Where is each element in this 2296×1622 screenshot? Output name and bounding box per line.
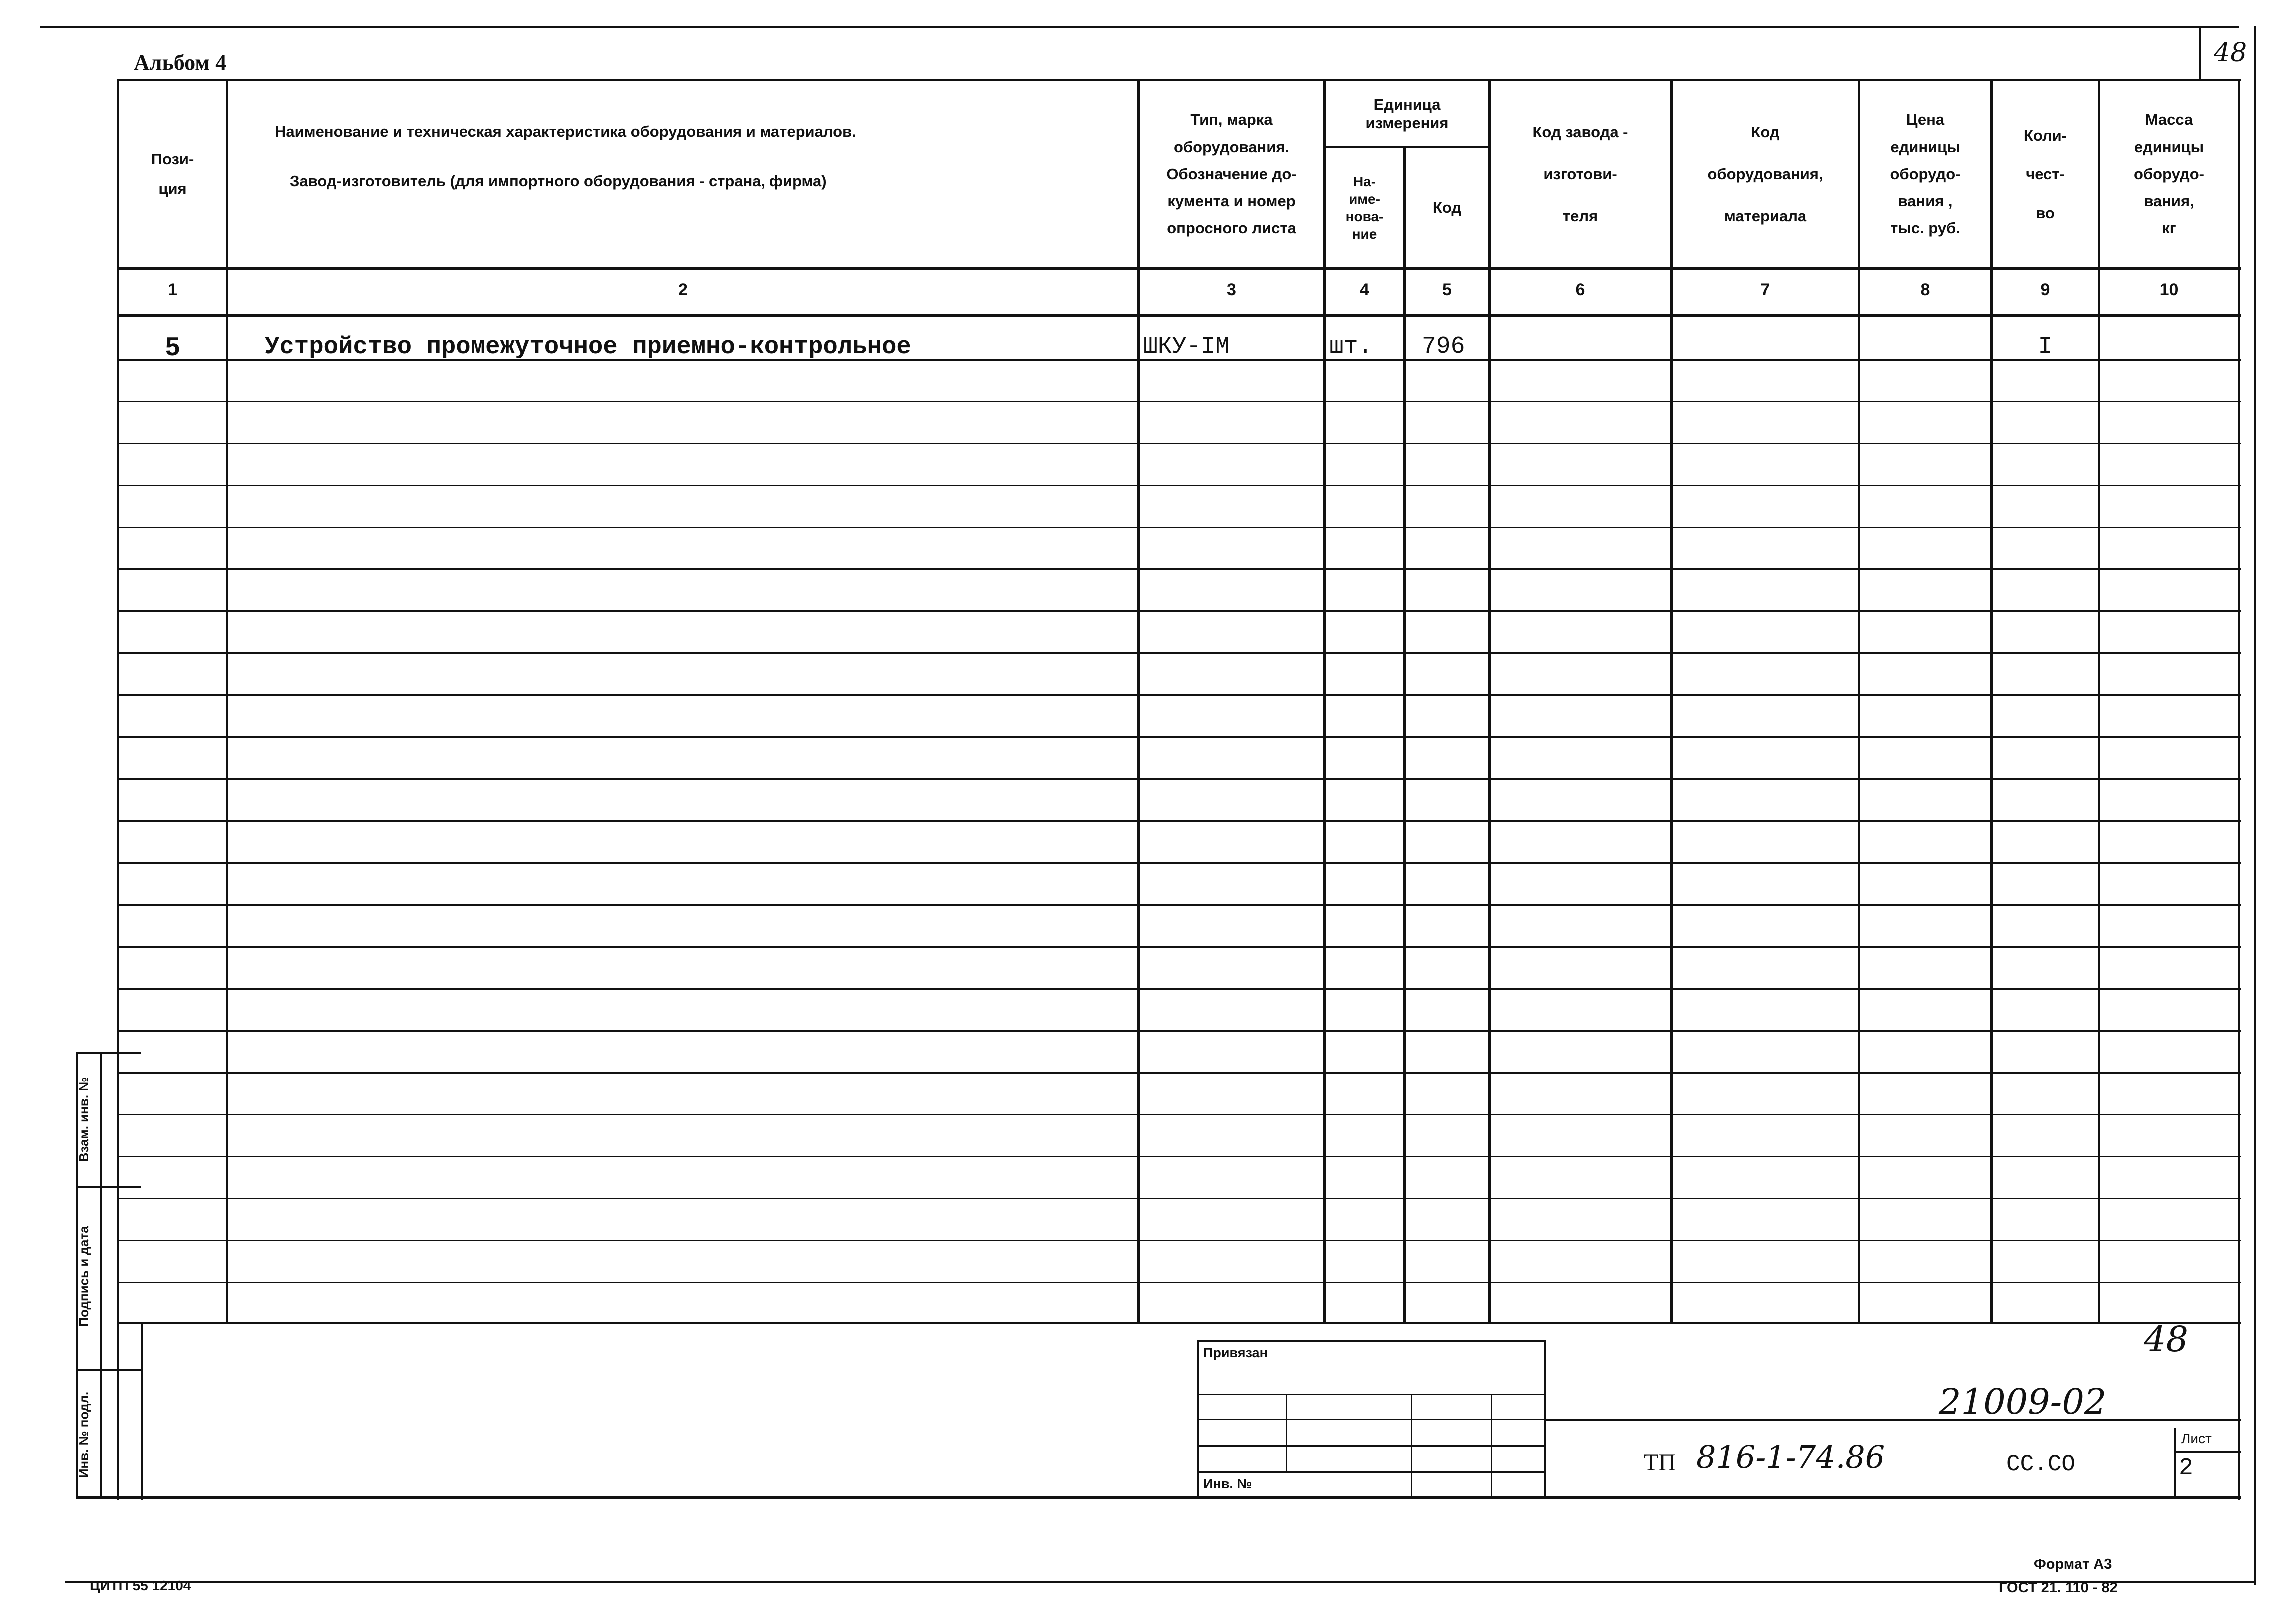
row-line — [117, 988, 2241, 990]
side-stamp-inner — [100, 1052, 102, 1499]
cell-name: Устройство промежуточное приемно-контрольное — [265, 333, 911, 361]
column-number: 7 — [1760, 280, 1770, 299]
footer-left-code: ЦИТП 55 12104 — [90, 1578, 191, 1593]
cell-position: 5 — [165, 332, 180, 361]
handwritten-page-number: 48 — [2144, 1319, 2189, 1360]
sheet-box-divider — [2174, 1451, 2241, 1453]
handwritten-code: 21009-02 — [1939, 1381, 2107, 1422]
header-position: Пози- ция — [151, 150, 194, 197]
row-line — [117, 862, 2241, 864]
row-line — [117, 1322, 2241, 1324]
header-type: Тип, марка оборудования. Обозначение до- кумента и номер опросного листа — [1166, 111, 1297, 237]
row-line — [117, 443, 2241, 444]
frame-left-lower — [141, 1324, 143, 1500]
row-line — [117, 736, 2241, 738]
column-number: 6 — [1575, 280, 1585, 299]
sheet-label: Лист — [2181, 1431, 2212, 1446]
row-line — [117, 401, 2241, 402]
stamp-row-line — [1197, 1471, 1546, 1473]
stamp-top — [1197, 1340, 1546, 1342]
stamp-row-line — [1197, 1394, 1546, 1395]
stamp-row-line — [1197, 1445, 1546, 1447]
row-line — [117, 1072, 2241, 1074]
side-inv-original: Инв. № подл. — [76, 1391, 91, 1478]
column-number: 9 — [2040, 280, 2050, 299]
row-line — [117, 1282, 2241, 1283]
row-line — [117, 1030, 2241, 1032]
col-divider-4 — [1403, 146, 1406, 1324]
sheet-number: 2 — [2179, 1455, 2193, 1482]
row-line — [117, 904, 2241, 906]
title-block-top — [1544, 1419, 2241, 1421]
cell-type: ШКУ-IM — [1143, 333, 1230, 360]
top-border — [40, 26, 2239, 28]
column-number: 8 — [1920, 280, 1930, 299]
column-number: 3 — [1227, 280, 1236, 299]
row-line — [117, 1114, 2241, 1115]
footer-gost: ГОСТ 21. 110 - 82 — [1999, 1580, 2118, 1596]
header-unit-name: На- име- нова- ние — [1345, 174, 1384, 242]
doc-prefix: ТП — [1644, 1449, 1676, 1476]
row-line — [117, 1198, 2241, 1199]
table-right — [2238, 79, 2240, 1500]
corner-box-left — [2199, 26, 2201, 81]
footer-format: Формат А3 — [2034, 1556, 2112, 1572]
header-quantity: Коли- чест- во — [2023, 126, 2067, 222]
row-line — [117, 1156, 2241, 1157]
header-equipment-code: Код оборудования, материала — [1707, 123, 1823, 225]
row-line — [117, 1240, 2241, 1241]
column-number: 2 — [678, 280, 688, 299]
column-number: 4 — [1360, 280, 1369, 299]
row-line — [117, 694, 2241, 696]
row-line — [117, 946, 2241, 948]
corner-page-number: 48 — [2214, 38, 2247, 68]
row-line — [117, 610, 2241, 612]
cell-unit: шт. — [1329, 333, 1373, 360]
header-price: Цена единицы оборудо- вания , тыс. руб. — [1890, 111, 1961, 237]
row-line — [117, 820, 2241, 822]
row-line — [117, 485, 2241, 486]
header-unit-code: Код — [1432, 198, 1462, 216]
row-line — [117, 652, 2241, 654]
colnum-bottom — [117, 314, 2241, 317]
header-unit-group: Единица измерения — [1365, 95, 1449, 132]
header-factory-code: Код завода - изготови- теля — [1532, 123, 1628, 225]
row-line — [117, 527, 2241, 528]
side-signature-date: Подпись и дата — [76, 1226, 91, 1327]
header-name: Наименование и техническая характеристика оборудования и материалов. Завод-изготовитель (для импортного оборудования - страна, фирма) — [275, 122, 856, 190]
right-border — [2254, 26, 2256, 1585]
stamp-col-line — [1286, 1394, 1287, 1471]
column-number: 10 — [2159, 280, 2179, 299]
stamp-col-line — [1491, 1394, 1492, 1498]
inv-number-label: Инв. № — [1203, 1476, 1252, 1491]
doc-suffix: СС.СО — [2006, 1451, 2076, 1477]
cell-quantity: I — [2038, 333, 2053, 360]
bottom-border — [65, 1581, 2256, 1583]
side-replaced-inv: Взам. инв. № — [76, 1077, 91, 1162]
col-divider-1 — [226, 79, 228, 1324]
stamp-col-line — [1411, 1394, 1412, 1498]
row-line — [117, 568, 2241, 570]
row-line — [117, 778, 2241, 780]
column-number: 1 — [168, 280, 177, 299]
sheet-box-left — [2174, 1428, 2176, 1499]
attached-label: Привязан — [1203, 1345, 1268, 1360]
header-mass: Масса единицы оборудо- вания, кг — [2134, 111, 2204, 237]
album-label: Альбом 4 — [134, 50, 227, 75]
frame-bottom — [76, 1496, 2241, 1499]
header-bottom — [117, 267, 2241, 270]
cell-unit-code: 796 — [1422, 333, 1465, 360]
doc-number: 816-1-74.86 — [1696, 1439, 1885, 1475]
stamp-row-line — [1197, 1419, 1546, 1420]
column-number: 5 — [1442, 280, 1452, 299]
